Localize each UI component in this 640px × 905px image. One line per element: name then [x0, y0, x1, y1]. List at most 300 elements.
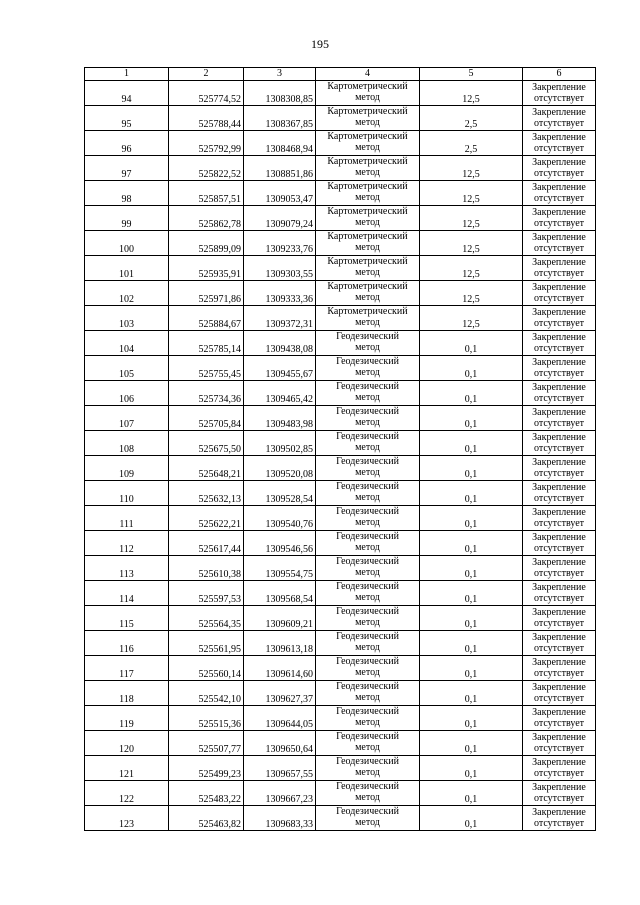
fixing-cell — [523, 781, 596, 806]
x-coordinate-cell: 525499,23 — [169, 756, 244, 781]
table-row — [85, 756, 596, 781]
method-cell-line: Геодезический — [336, 381, 399, 392]
method-cell-line: Картометрический — [327, 306, 408, 317]
method-cell — [316, 531, 420, 556]
fixing-cell — [523, 306, 596, 331]
fixing-cell — [523, 356, 596, 381]
fixing-cell — [523, 181, 596, 206]
accuracy-cell: 0,1 — [420, 506, 523, 531]
table-row — [85, 456, 596, 481]
point-number-cell: 113 — [85, 556, 169, 581]
table-header-row — [85, 68, 596, 81]
method-cell-line: Геодезический — [336, 806, 399, 817]
method-cell-line: Геодезический — [336, 756, 399, 767]
y-coordinate-cell: 1309613,18 — [244, 631, 316, 656]
method-cell-line: метод — [355, 167, 380, 178]
fixing-cell-line: отсутствует — [533, 293, 585, 304]
x-coordinate-cell: 525899,09 — [169, 231, 244, 256]
fixing-cell-line: Закрепление — [532, 207, 586, 218]
fixing-cell-line: Закрепление — [532, 107, 586, 118]
fixing-cell-line: отсутствует — [533, 493, 585, 504]
method-cell-line: Геодезический — [336, 656, 399, 667]
fixing-cell-line: отсутствует — [533, 118, 585, 129]
method-cell-line: метод — [355, 417, 380, 428]
x-coordinate-cell: 525597,53 — [169, 581, 244, 606]
accuracy-cell: 12,5 — [420, 256, 523, 281]
point-number-cell: 96 — [85, 131, 169, 156]
method-cell-line: Картометрический — [327, 131, 408, 142]
accuracy-cell: 12,5 — [420, 231, 523, 256]
x-coordinate-cell: 525935,91 — [169, 256, 244, 281]
method-cell-line: метод — [355, 567, 380, 578]
fixing-cell — [523, 556, 596, 581]
point-number-cell: 94 — [85, 81, 169, 106]
y-coordinate-cell: 1309644,05 — [244, 706, 316, 731]
method-cell-line: метод — [355, 217, 380, 228]
method-cell-line: метод — [355, 717, 380, 728]
y-coordinate-cell: 1308308,85 — [244, 81, 316, 106]
x-coordinate-cell: 525785,14 — [169, 331, 244, 356]
y-coordinate-cell: 1309079,24 — [244, 206, 316, 231]
x-coordinate-cell: 525884,67 — [169, 306, 244, 331]
fixing-cell — [523, 506, 596, 531]
method-cell — [316, 631, 420, 656]
fixing-cell — [523, 481, 596, 506]
y-coordinate-cell: 1309667,23 — [244, 781, 316, 806]
fixing-cell — [523, 106, 596, 131]
x-coordinate-cell: 525675,50 — [169, 431, 244, 456]
accuracy-cell: 0,1 — [420, 406, 523, 431]
method-cell-line: метод — [355, 617, 380, 628]
fixing-cell-line: Закрепление — [532, 732, 586, 743]
fixing-cell-line: Закрепление — [532, 557, 586, 568]
method-cell-line: Геодезический — [336, 481, 399, 492]
accuracy-cell: 12,5 — [420, 81, 523, 106]
table-row — [85, 306, 596, 331]
method-cell-line: Геодезический — [336, 431, 399, 442]
method-cell — [316, 756, 420, 781]
accuracy-cell: 0,1 — [420, 656, 523, 681]
point-number-cell: 103 — [85, 306, 169, 331]
y-coordinate-cell: 1309303,55 — [244, 256, 316, 281]
method-cell — [316, 731, 420, 756]
column-header-1: 1 — [85, 68, 169, 81]
column-header-6: 6 — [523, 68, 596, 81]
y-coordinate-cell: 1309333,36 — [244, 281, 316, 306]
y-coordinate-cell: 1309465,42 — [244, 381, 316, 406]
point-number-cell: 123 — [85, 806, 169, 831]
fixing-cell-line: Закрепление — [532, 482, 586, 493]
method-cell-line: метод — [355, 492, 380, 503]
y-coordinate-cell: 1309627,37 — [244, 681, 316, 706]
table-row — [85, 481, 596, 506]
fixing-cell — [523, 156, 596, 181]
fixing-cell — [523, 281, 596, 306]
accuracy-cell: 0,1 — [420, 481, 523, 506]
method-cell-line: метод — [355, 642, 380, 653]
table-row — [85, 431, 596, 456]
method-cell-line: Геодезический — [336, 631, 399, 642]
point-number-cell: 121 — [85, 756, 169, 781]
method-cell-line: метод — [355, 342, 380, 353]
fixing-cell-line: отсутствует — [533, 268, 585, 279]
accuracy-cell: 0,1 — [420, 531, 523, 556]
method-cell-line: метод — [355, 117, 380, 128]
method-cell-line: метод — [355, 742, 380, 753]
accuracy-cell: 0,1 — [420, 456, 523, 481]
fixing-cell-line: отсутствует — [533, 643, 585, 654]
point-number-cell: 105 — [85, 356, 169, 381]
fixing-cell-line: Закрепление — [532, 407, 586, 418]
x-coordinate-cell: 525705,84 — [169, 406, 244, 431]
page-number: 195 — [311, 37, 329, 51]
accuracy-cell: 0,1 — [420, 781, 523, 806]
accuracy-cell: 0,1 — [420, 431, 523, 456]
fixing-cell-line: Закрепление — [532, 657, 586, 668]
table-row — [85, 656, 596, 681]
y-coordinate-cell: 1308468,94 — [244, 131, 316, 156]
x-coordinate-cell: 525617,44 — [169, 531, 244, 556]
point-number-cell: 106 — [85, 381, 169, 406]
x-coordinate-cell: 525561,95 — [169, 631, 244, 656]
method-cell — [316, 481, 420, 506]
point-number-cell: 118 — [85, 681, 169, 706]
x-coordinate-cell: 525610,38 — [169, 556, 244, 581]
table-body — [85, 81, 596, 831]
method-cell-line: Геодезический — [336, 331, 399, 342]
fixing-cell-line: отсутствует — [533, 818, 585, 829]
method-cell-line: метод — [355, 517, 380, 528]
accuracy-cell: 0,1 — [420, 606, 523, 631]
method-cell — [316, 81, 420, 106]
fixing-cell-line: Закрепление — [532, 507, 586, 518]
method-cell-line: Картометрический — [327, 206, 408, 217]
column-header-4: 4 — [316, 68, 420, 81]
method-cell-line: метод — [355, 292, 380, 303]
fixing-cell — [523, 631, 596, 656]
fixing-cell-line: Закрепление — [532, 807, 586, 818]
point-number-cell: 114 — [85, 581, 169, 606]
method-cell — [316, 406, 420, 431]
accuracy-cell: 2,5 — [420, 106, 523, 131]
method-cell-line: Геодезический — [336, 531, 399, 542]
method-cell-line: Картометрический — [327, 231, 408, 242]
x-coordinate-cell: 525622,21 — [169, 506, 244, 531]
method-cell-line: Картометрический — [327, 156, 408, 167]
table-row — [85, 256, 596, 281]
accuracy-cell: 0,1 — [420, 731, 523, 756]
fixing-cell-line: отсутствует — [533, 318, 585, 329]
x-coordinate-cell: 525515,36 — [169, 706, 244, 731]
fixing-cell-line: отсутствует — [533, 668, 585, 679]
coordinates-table — [84, 67, 596, 831]
fixing-cell-line: отсутствует — [533, 393, 585, 404]
fixing-cell-line: отсутствует — [533, 468, 585, 479]
y-coordinate-cell: 1309233,76 — [244, 231, 316, 256]
fixing-cell-line: Закрепление — [532, 382, 586, 393]
fixing-cell — [523, 206, 596, 231]
point-number-cell: 116 — [85, 631, 169, 656]
method-cell-line: Геодезический — [336, 406, 399, 417]
y-coordinate-cell: 1309520,08 — [244, 456, 316, 481]
method-cell-line: метод — [355, 192, 380, 203]
method-cell-line: метод — [355, 442, 380, 453]
point-number-cell: 115 — [85, 606, 169, 631]
method-cell-line: метод — [355, 792, 380, 803]
fixing-cell-line: Закрепление — [532, 757, 586, 768]
table-row — [85, 81, 596, 106]
fixing-cell — [523, 606, 596, 631]
method-cell — [316, 781, 420, 806]
fixing-cell — [523, 756, 596, 781]
fixing-cell-line: Закрепление — [532, 582, 586, 593]
point-number-cell: 120 — [85, 731, 169, 756]
accuracy-cell: 0,1 — [420, 806, 523, 831]
point-number-cell: 104 — [85, 331, 169, 356]
point-number-cell: 112 — [85, 531, 169, 556]
method-cell-line: метод — [355, 242, 380, 253]
fixing-cell-line: отсутствует — [533, 743, 585, 754]
method-cell — [316, 806, 420, 831]
fixing-cell-line: Закрепление — [532, 332, 586, 343]
y-coordinate-cell: 1309438,08 — [244, 331, 316, 356]
method-cell-line: Геодезический — [336, 781, 399, 792]
table-row — [85, 406, 596, 431]
fixing-cell-line: отсутствует — [533, 443, 585, 454]
method-cell-line: Картометрический — [327, 256, 408, 267]
method-cell-line: метод — [355, 592, 380, 603]
fixing-cell-line: Закрепление — [532, 257, 586, 268]
fixing-cell — [523, 456, 596, 481]
fixing-cell-line: Закрепление — [532, 682, 586, 693]
x-coordinate-cell: 525788,44 — [169, 106, 244, 131]
method-cell-line: метод — [355, 467, 380, 478]
method-cell-line: Геодезический — [336, 681, 399, 692]
method-cell — [316, 581, 420, 606]
table-row — [85, 631, 596, 656]
point-number-cell: 100 — [85, 231, 169, 256]
y-coordinate-cell: 1309528,54 — [244, 481, 316, 506]
method-cell — [316, 681, 420, 706]
fixing-cell-line: Закрепление — [532, 82, 586, 93]
method-cell-line: Геодезический — [336, 556, 399, 567]
x-coordinate-cell: 525862,78 — [169, 206, 244, 231]
fixing-cell-line: отсутствует — [533, 193, 585, 204]
column-header-3: 3 — [244, 68, 316, 81]
method-cell-line: Картометрический — [327, 81, 408, 92]
method-cell — [316, 656, 420, 681]
accuracy-cell: 0,1 — [420, 681, 523, 706]
accuracy-cell: 0,1 — [420, 706, 523, 731]
method-cell-line: Геодезический — [336, 456, 399, 467]
fixing-cell-line: отсутствует — [533, 368, 585, 379]
fixing-cell-line: Закрепление — [532, 307, 586, 318]
method-cell-line: метод — [355, 392, 380, 403]
x-coordinate-cell: 525774,52 — [169, 81, 244, 106]
method-cell — [316, 131, 420, 156]
fixing-cell — [523, 381, 596, 406]
x-coordinate-cell: 525483,22 — [169, 781, 244, 806]
method-cell-line: Геодезический — [336, 731, 399, 742]
fixing-cell-line: Закрепление — [532, 157, 586, 168]
fixing-cell — [523, 806, 596, 831]
method-cell — [316, 506, 420, 531]
fixing-cell-line: Закрепление — [532, 357, 586, 368]
x-coordinate-cell: 525857,51 — [169, 181, 244, 206]
y-coordinate-cell: 1308851,86 — [244, 156, 316, 181]
method-cell-line: метод — [355, 667, 380, 678]
x-coordinate-cell: 525564,35 — [169, 606, 244, 631]
table-row — [85, 806, 596, 831]
method-cell-line: метод — [355, 267, 380, 278]
x-coordinate-cell: 525971,86 — [169, 281, 244, 306]
fixing-cell — [523, 256, 596, 281]
y-coordinate-cell: 1308367,85 — [244, 106, 316, 131]
x-coordinate-cell: 525542,10 — [169, 681, 244, 706]
point-number-cell: 101 — [85, 256, 169, 281]
method-cell-line: Геодезический — [336, 606, 399, 617]
method-cell — [316, 106, 420, 131]
table-row — [85, 131, 596, 156]
y-coordinate-cell: 1309502,85 — [244, 431, 316, 456]
fixing-cell-line: Закрепление — [532, 182, 586, 193]
method-cell-line: метод — [355, 692, 380, 703]
y-coordinate-cell: 1309650,64 — [244, 731, 316, 756]
fixing-cell-line: отсутствует — [533, 568, 585, 579]
method-cell-line: Геодезический — [336, 581, 399, 592]
fixing-cell-line: Закрепление — [532, 457, 586, 468]
method-cell — [316, 181, 420, 206]
method-cell — [316, 206, 420, 231]
fixing-cell — [523, 406, 596, 431]
method-cell-line: Картометрический — [327, 181, 408, 192]
accuracy-cell: 12,5 — [420, 156, 523, 181]
table-row — [85, 706, 596, 731]
fixing-cell-line: отсутствует — [533, 143, 585, 154]
point-number-cell: 111 — [85, 506, 169, 531]
x-coordinate-cell: 525632,13 — [169, 481, 244, 506]
table-row — [85, 506, 596, 531]
method-cell-line: метод — [355, 317, 380, 328]
accuracy-cell: 0,1 — [420, 556, 523, 581]
fixing-cell-line: Закрепление — [532, 282, 586, 293]
accuracy-cell: 12,5 — [420, 281, 523, 306]
method-cell-line: метод — [355, 142, 380, 153]
column-header-2: 2 — [169, 68, 244, 81]
accuracy-cell: 12,5 — [420, 306, 523, 331]
x-coordinate-cell: 525560,14 — [169, 656, 244, 681]
method-cell-line: Геодезический — [336, 356, 399, 367]
method-cell — [316, 456, 420, 481]
method-cell-line: метод — [355, 367, 380, 378]
y-coordinate-cell: 1309554,75 — [244, 556, 316, 581]
accuracy-cell: 12,5 — [420, 181, 523, 206]
fixing-cell-line: Закрепление — [532, 782, 586, 793]
column-header-5: 5 — [420, 68, 523, 81]
fixing-cell — [523, 581, 596, 606]
accuracy-cell: 12,5 — [420, 206, 523, 231]
fixing-cell-line: отсутствует — [533, 343, 585, 354]
fixing-cell-line: отсутствует — [533, 518, 585, 529]
method-cell-line: метод — [355, 767, 380, 778]
fixing-cell — [523, 656, 596, 681]
fixing-cell-line: отсутствует — [533, 618, 585, 629]
fixing-cell-line: отсутствует — [533, 593, 585, 604]
fixing-cell — [523, 331, 596, 356]
method-cell — [316, 606, 420, 631]
accuracy-cell: 2,5 — [420, 131, 523, 156]
y-coordinate-cell: 1309372,31 — [244, 306, 316, 331]
fixing-cell — [523, 681, 596, 706]
y-coordinate-cell: 1309614,60 — [244, 656, 316, 681]
table-row — [85, 281, 596, 306]
x-coordinate-cell: 525822,52 — [169, 156, 244, 181]
fixing-cell — [523, 531, 596, 556]
point-number-cell: 108 — [85, 431, 169, 456]
table-row — [85, 156, 596, 181]
method-cell — [316, 331, 420, 356]
table-row — [85, 381, 596, 406]
fixing-cell-line: Закрепление — [532, 132, 586, 143]
table-row — [85, 356, 596, 381]
x-coordinate-cell: 525792,99 — [169, 131, 244, 156]
y-coordinate-cell: 1309540,76 — [244, 506, 316, 531]
x-coordinate-cell: 525507,77 — [169, 731, 244, 756]
point-number-cell: 122 — [85, 781, 169, 806]
point-number-cell: 109 — [85, 456, 169, 481]
x-coordinate-cell: 525463,82 — [169, 806, 244, 831]
method-cell — [316, 306, 420, 331]
method-cell — [316, 706, 420, 731]
point-number-cell: 95 — [85, 106, 169, 131]
point-number-cell: 99 — [85, 206, 169, 231]
method-cell-line: метод — [355, 817, 380, 828]
fixing-cell-line: Закрепление — [532, 232, 586, 243]
method-cell — [316, 256, 420, 281]
point-number-cell: 110 — [85, 481, 169, 506]
method-cell — [316, 556, 420, 581]
fixing-cell-line: Закрепление — [532, 607, 586, 618]
y-coordinate-cell: 1309657,55 — [244, 756, 316, 781]
table-row — [85, 581, 596, 606]
fixing-cell-line: отсутствует — [533, 168, 585, 179]
method-cell — [316, 281, 420, 306]
fixing-cell — [523, 81, 596, 106]
fixing-cell-line: отсутствует — [533, 93, 585, 104]
table-row — [85, 681, 596, 706]
table-row — [85, 106, 596, 131]
table-row — [85, 231, 596, 256]
fixing-cell-line: Закрепление — [532, 432, 586, 443]
accuracy-cell: 0,1 — [420, 356, 523, 381]
table-row — [85, 531, 596, 556]
method-cell-line: Геодезический — [336, 706, 399, 717]
point-number-cell: 107 — [85, 406, 169, 431]
table-row — [85, 181, 596, 206]
fixing-cell-line: отсутствует — [533, 418, 585, 429]
point-number-cell: 117 — [85, 656, 169, 681]
x-coordinate-cell: 525755,45 — [169, 356, 244, 381]
y-coordinate-cell: 1309683,33 — [244, 806, 316, 831]
x-coordinate-cell: 525648,21 — [169, 456, 244, 481]
accuracy-cell: 0,1 — [420, 756, 523, 781]
fixing-cell-line: Закрепление — [532, 632, 586, 643]
method-cell — [316, 431, 420, 456]
y-coordinate-cell: 1309455,67 — [244, 356, 316, 381]
y-coordinate-cell: 1309609,21 — [244, 606, 316, 631]
accuracy-cell: 0,1 — [420, 381, 523, 406]
y-coordinate-cell: 1309546,56 — [244, 531, 316, 556]
